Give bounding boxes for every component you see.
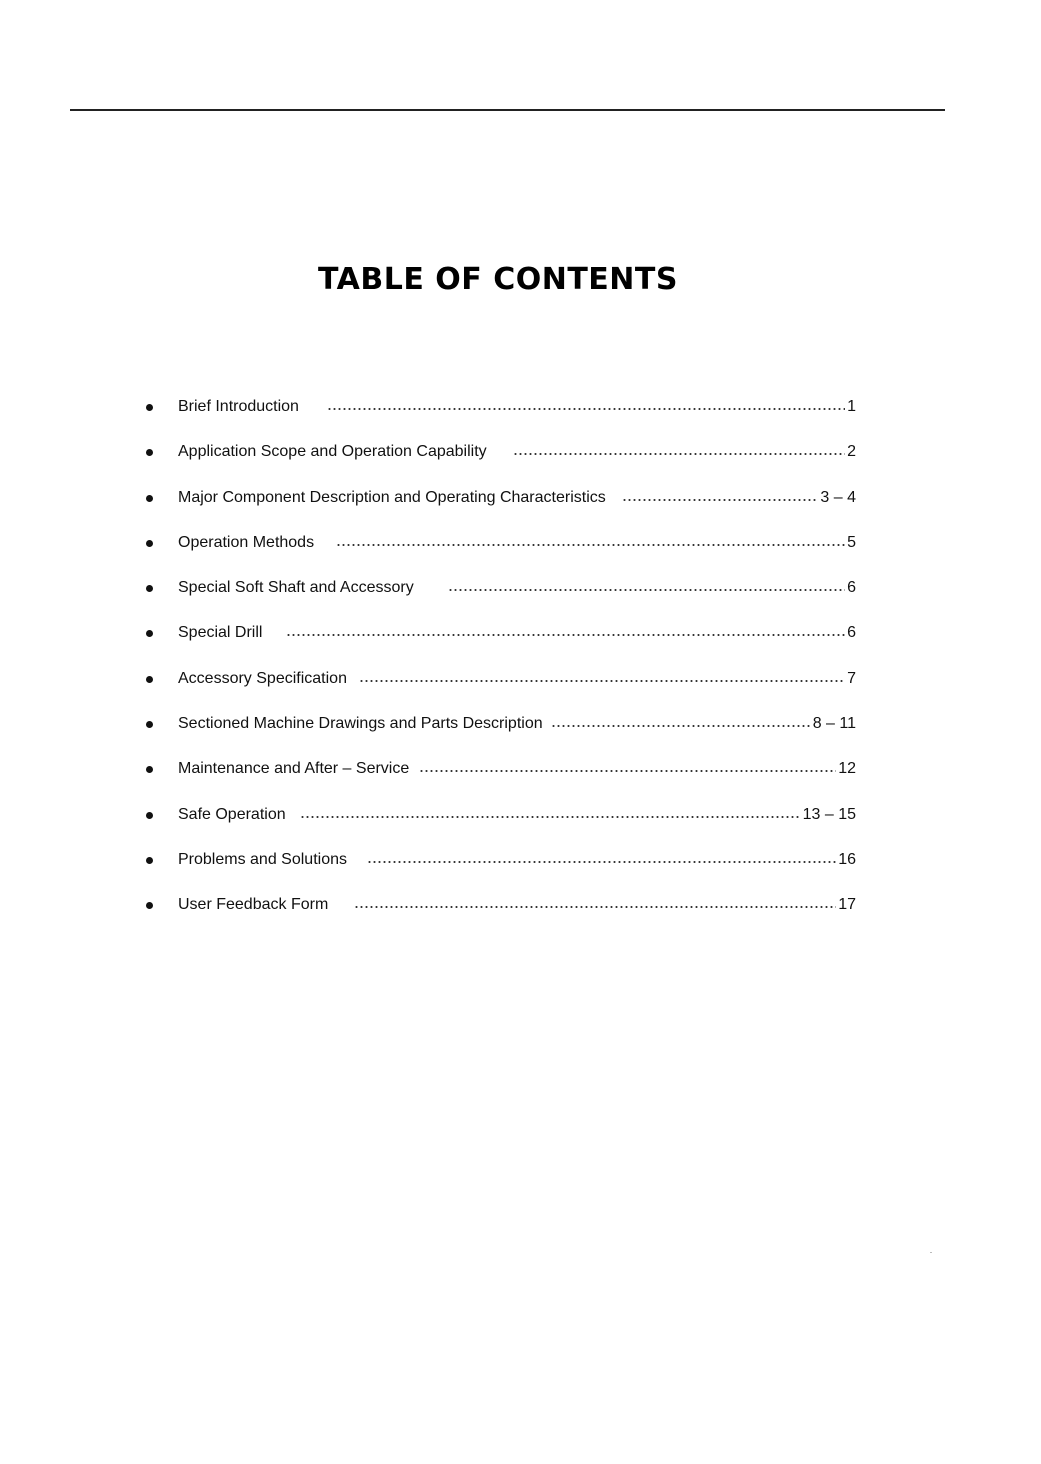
bullet-icon xyxy=(140,710,178,738)
bullet-icon xyxy=(140,393,178,421)
toc-entry[interactable] xyxy=(140,846,856,891)
toc-entry-page: 6 xyxy=(847,624,856,642)
dot-leader xyxy=(354,891,836,919)
bullet-icon xyxy=(140,619,178,647)
dot-leader xyxy=(513,438,845,466)
toc-entry[interactable] xyxy=(140,393,856,438)
toc-entry-label: Safe Operation xyxy=(178,805,286,823)
bullet-icon xyxy=(140,665,178,693)
dot-leader xyxy=(300,801,801,829)
dot-leader xyxy=(551,710,811,738)
toc-entry-label: Special Drill xyxy=(178,624,263,642)
toc-entry[interactable] xyxy=(140,574,856,619)
toc-entry[interactable] xyxy=(140,755,856,800)
toc-entry-label: Major Component Description and Operating Characteristics xyxy=(178,488,606,506)
toc-entry-label: Special Soft Shaft and Accessory xyxy=(178,579,414,597)
toc-entry-label: User Feedback Form xyxy=(178,896,329,914)
toc-entry-page: 2 xyxy=(847,443,856,461)
toc-entry-page: 17 xyxy=(838,896,856,914)
toc-entry-page: 16 xyxy=(838,850,856,868)
toc-entry-label: Brief Introduction xyxy=(178,398,299,415)
bullet-icon xyxy=(140,529,178,557)
toc-entry[interactable] xyxy=(140,891,856,936)
toc-entry[interactable] xyxy=(140,665,856,710)
bullet-icon xyxy=(140,801,178,829)
toc-entry-label: Accessory Specification xyxy=(178,669,347,687)
dot-leader xyxy=(327,393,845,421)
toc-entry[interactable] xyxy=(140,484,856,529)
toc-entry[interactable] xyxy=(140,710,856,755)
page-title: TABLE OF CONTENTS xyxy=(318,262,678,297)
bullet-icon xyxy=(140,484,178,512)
dot-leader xyxy=(336,529,845,557)
toc-list xyxy=(140,393,856,937)
bullet-icon xyxy=(140,891,178,919)
toc-entry-page: 7 xyxy=(847,669,856,687)
toc-entry-label: Maintenance and After – Service xyxy=(178,760,410,778)
toc-entry-label: Problems and Solutions xyxy=(178,850,347,868)
toc-entry-label: Operation Methods xyxy=(178,533,315,551)
bullet-icon xyxy=(140,438,178,466)
dot-leader xyxy=(419,755,836,783)
toc-entry[interactable] xyxy=(140,529,856,574)
dot-leader xyxy=(622,484,819,512)
dot-leader xyxy=(367,846,836,874)
dot-leader xyxy=(286,619,845,647)
bullet-icon xyxy=(140,574,178,602)
dot-leader xyxy=(359,665,845,693)
dot-leader xyxy=(448,574,845,602)
bullet-icon xyxy=(140,846,178,874)
bullet-icon xyxy=(140,755,178,783)
toc-entry-page: 12 xyxy=(838,760,856,778)
toc-entry-label: Sectioned Machine Drawings and Parts Description xyxy=(178,715,543,733)
toc-entry-page: 3 – 4 xyxy=(820,488,856,506)
toc-entry-page: 5 xyxy=(847,533,856,551)
toc-entry[interactable] xyxy=(140,438,856,483)
toc-entry-page: 13 – 15 xyxy=(802,805,856,823)
scan-speck xyxy=(930,1252,932,1253)
toc-entry-label: Application Scope and Operation Capability xyxy=(178,443,487,461)
toc-entry[interactable] xyxy=(140,801,856,846)
toc-entry-page: 8 – 11 xyxy=(812,715,856,733)
toc-entry-page: 6 xyxy=(847,579,856,597)
header-rule xyxy=(70,109,945,111)
toc-entry-page: 1 xyxy=(847,398,856,415)
toc-entry[interactable] xyxy=(140,619,856,664)
